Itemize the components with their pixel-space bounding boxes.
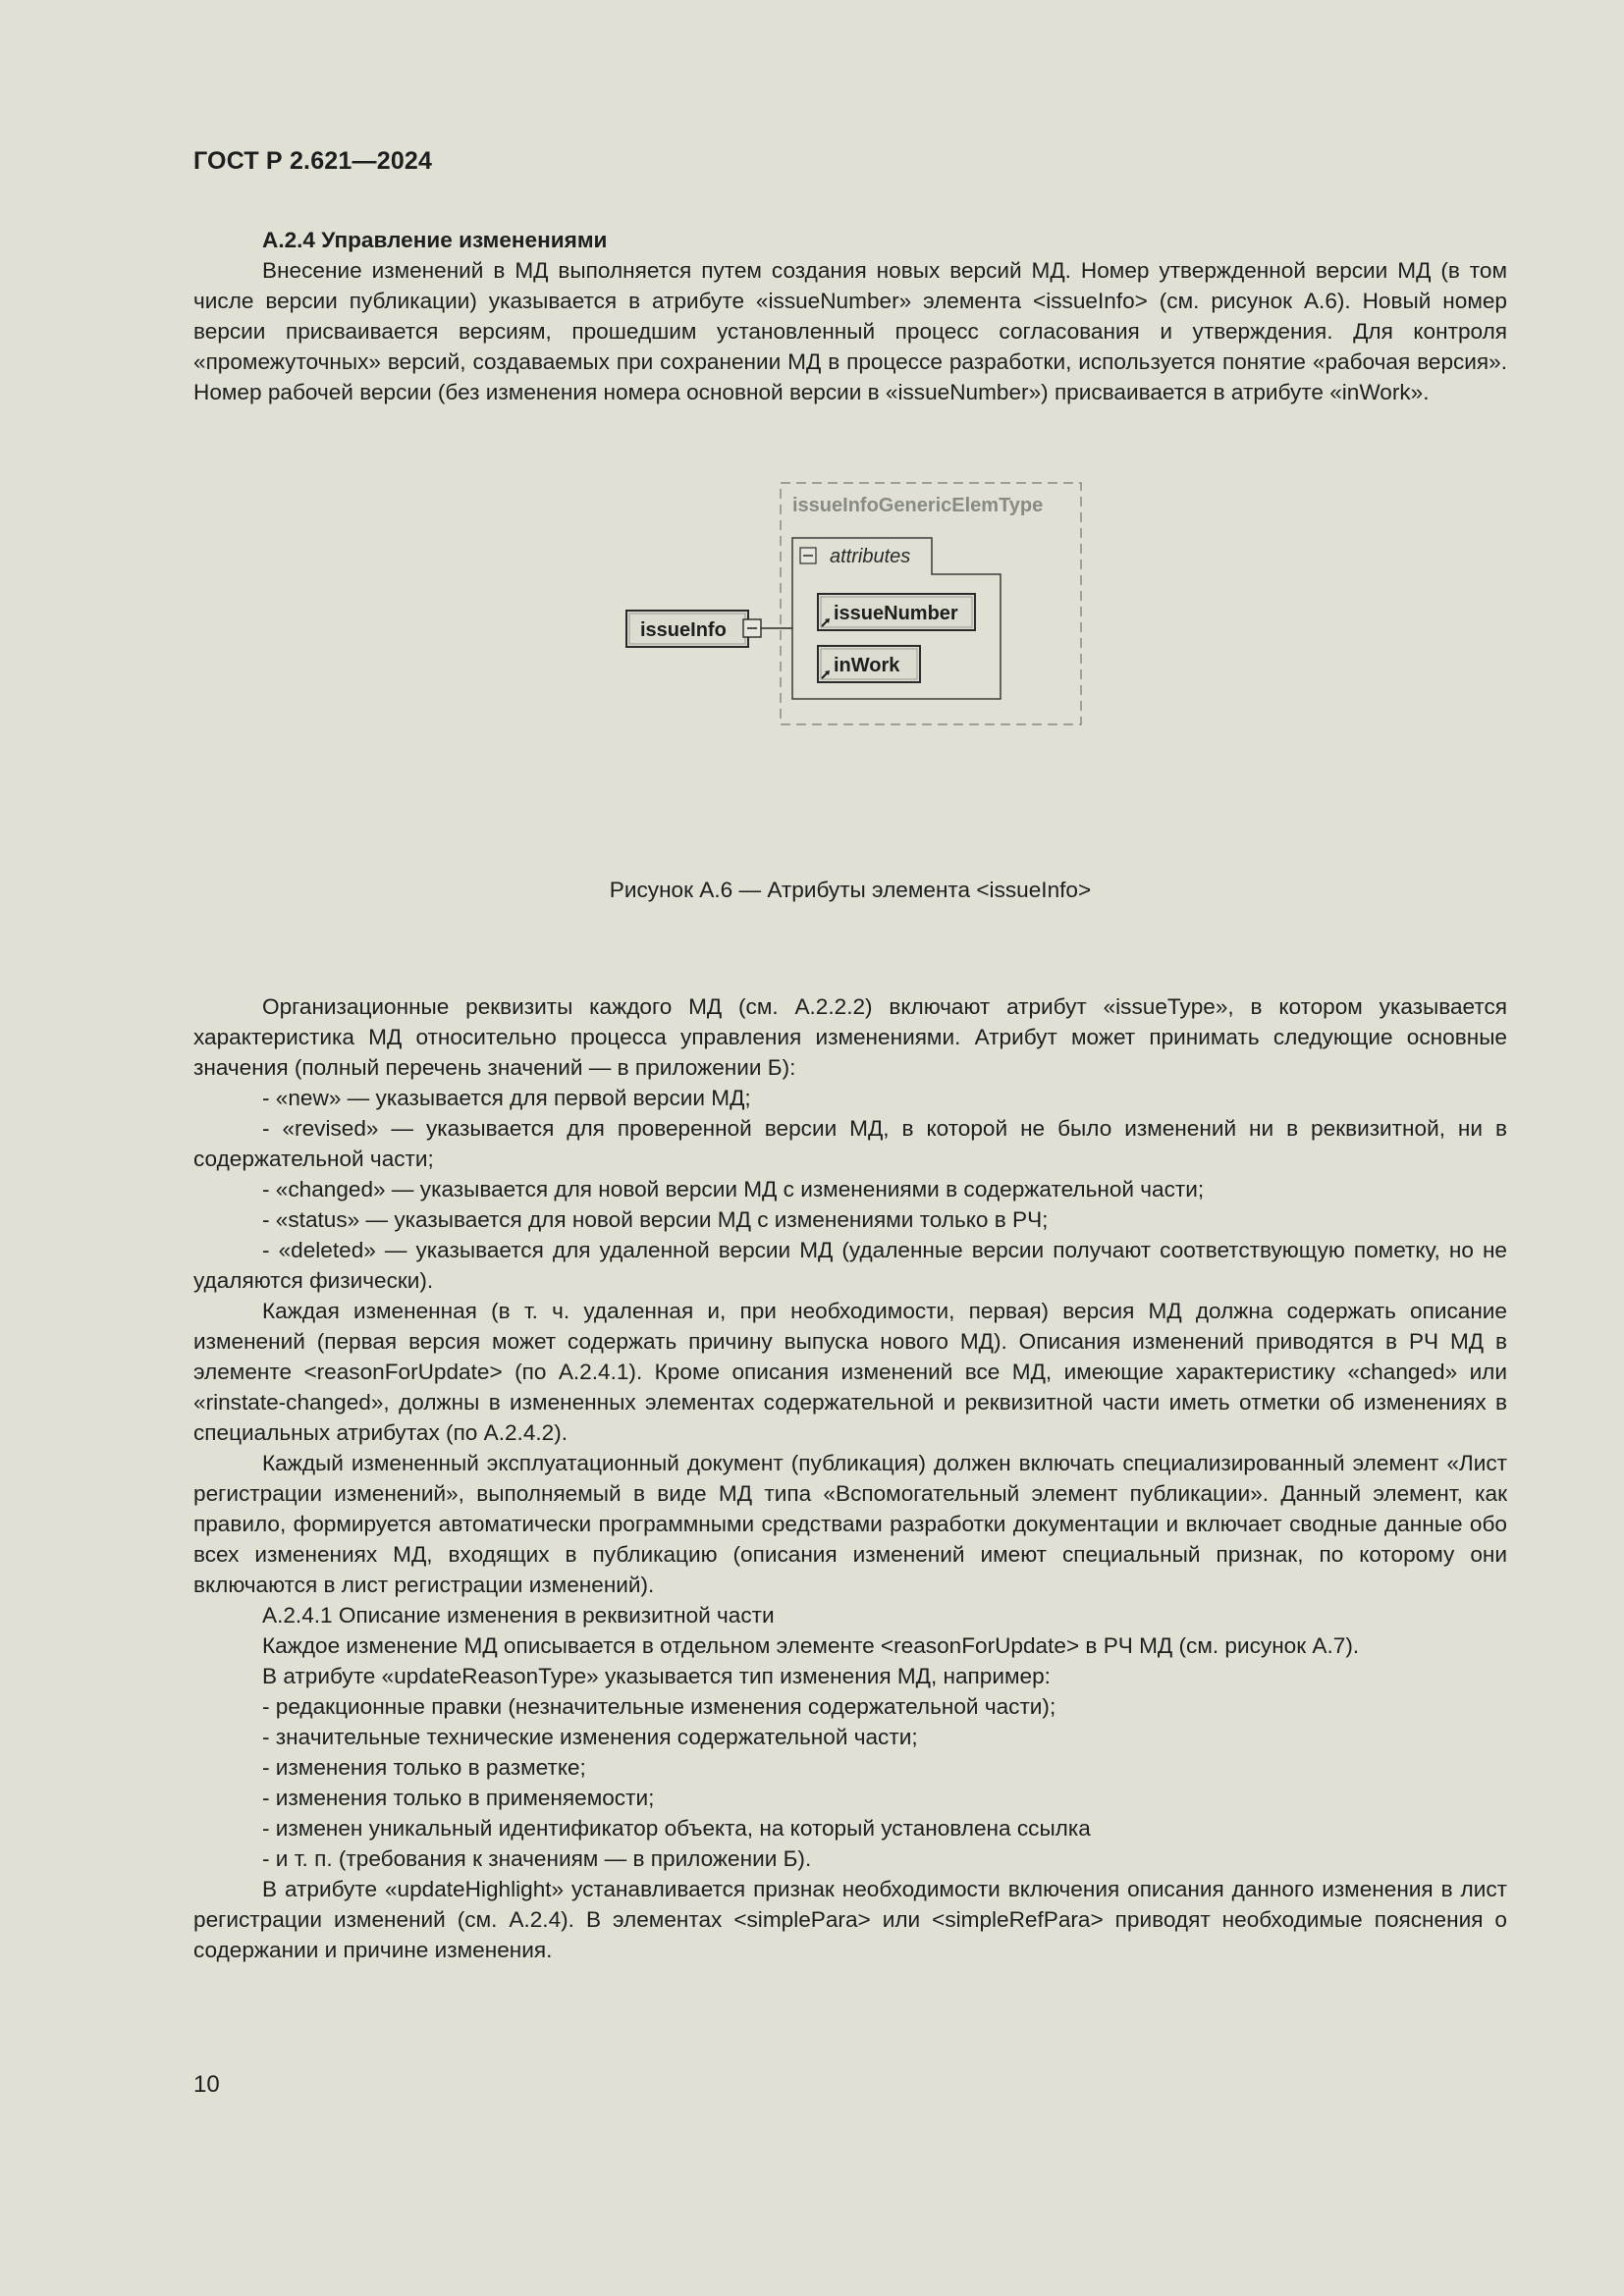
- page-content: [193, 225, 1507, 1965]
- section-heading: А.2.4 Управление изменениями: [262, 228, 608, 252]
- intro-paragraph: Внесение изменений в МД выполняется путем создания новых версий МД. Номер утвержденной версии МД (в том числе версии публикации) указывается в атрибуте «issueNumber» элемента <issueInfo> (см. рисунок А.6). Новый номер версии присваивается версиям, прошедшим установленный процесс согласования и утверждения. Для контроля «промежуточных» версий, создаваемых при сохранении МД в процессе разработки, используется понятие «рабочая версия». Номер рабочей версии (без изменения номера основной версии в «issueNumber») присваивается в атрибуте «inWork».: [193, 258, 1507, 404]
- issuetype-paragraph: Организационные реквизиты каждого МД (см. А.2.2.2) включают атрибут «issueType», в котором указывается характеристика МД относительно процесса управления изменениями. Атрибут может принимать следующие основные значения (полный перечень значений — в приложении Б):: [193, 994, 1507, 1080]
- document-header: ГОСТ Р 2.621—2024: [193, 147, 433, 175]
- update-type-paragraph: В атрибуте «updateReasonType» указывается тип изменения МД, например:: [262, 1664, 1051, 1688]
- list-item: - и т. п. (требования к значениям — в приложении Б).: [262, 1846, 812, 1871]
- highlight-paragraph: В атрибуте «updateHighlight» устанавливается признак необходимости включения описания данного изменения в лист регистрации изменений (см. А.2.4). В элементах <simplePara> или <simpleRefPara> приводят необходимые пояснения о содержании и причине изменения.: [193, 1877, 1507, 1962]
- changed-version-paragraph: Каждая измененная (в т. ч. удаленная и, при необходимости, первая) версия МД должна содержать описание изменений (первая версия может содержать причину выпуска нового МД). Описания изменений приводятся в РЧ МД в элементе <reasonForUpdate> (по А.2.4.1). Кроме описания изменений все МД, имеющие характеристику «changed» или «rinstate-changed», должны в измененных элементах содержательной и реквизитной части иметь отметки об изменениях в специальных атрибутах (по А.2.4.2).: [193, 1299, 1507, 1445]
- attribute-label-issuenumber: issueNumber: [834, 603, 958, 624]
- element-label-issueinfo: issueInfo: [640, 619, 727, 641]
- list-item: - изменен уникальный идентификатор объекта, на который установлена ссылка: [262, 1816, 1091, 1841]
- schema-diagram: [193, 481, 1507, 874]
- list-item: - значительные технические изменения содержательной части;: [262, 1725, 918, 1749]
- subsection-heading: А.2.4.1 Описание изменения в реквизитной части: [262, 1603, 775, 1628]
- figure-a6: [193, 481, 1507, 942]
- list-item: - «revised» — указывается для проверенной версии МД, в которой не было изменений ни в реквизитной, ни в содержательной части;: [193, 1116, 1507, 1171]
- attributes-label: attributes: [830, 546, 911, 567]
- list-item: - «changed» — указывается для новой версии МД с изменениями в содержательной части;: [262, 1177, 1205, 1201]
- page-number: 10: [193, 2071, 220, 2098]
- type-label: issueInfoGenericElemType: [792, 495, 1044, 516]
- list-item: - «new» — указывается для первой версии МД;: [262, 1086, 751, 1110]
- list-item: - «deleted» — указывается для удаленной версии МД (удаленные версии получают соответствующую пометку, но не удаляются физически).: [193, 1238, 1507, 1293]
- changed-document-paragraph: Каждый измененный эксплуатационный документ (публикация) должен включать специализированный элемент «Лист регистрации изменений», выполняемый в виде МД типа «Вспомогательный элемент публикации». Данный элемент, как правило, формируется автоматически программными средствами разработки документации и включает сводные данные обо всех изменениях МД, входящих в публикацию (описания изменений имеют специальный признак, по которому они включаются в лист регистрации изменений).: [193, 1451, 1507, 1597]
- figure-caption: Рисунок А.6 — Атрибуты элемента <issueInfo>: [609, 878, 1092, 902]
- list-item: - изменения только в применяемости;: [262, 1786, 655, 1810]
- list-item: - «status» — указывается для новой версии МД с изменениями только в РЧ;: [262, 1207, 1049, 1232]
- list-item: - изменения только в разметке;: [262, 1755, 586, 1780]
- reason-paragraph: Каждое изменение МД описывается в отдельном элементе <reasonForUpdate> в РЧ МД (см. рисунок А.7).: [262, 1633, 1360, 1658]
- list-item: - редакционные правки (незначительные изменения содержательной части);: [262, 1694, 1056, 1719]
- attribute-label-inwork: inWork: [834, 655, 900, 676]
